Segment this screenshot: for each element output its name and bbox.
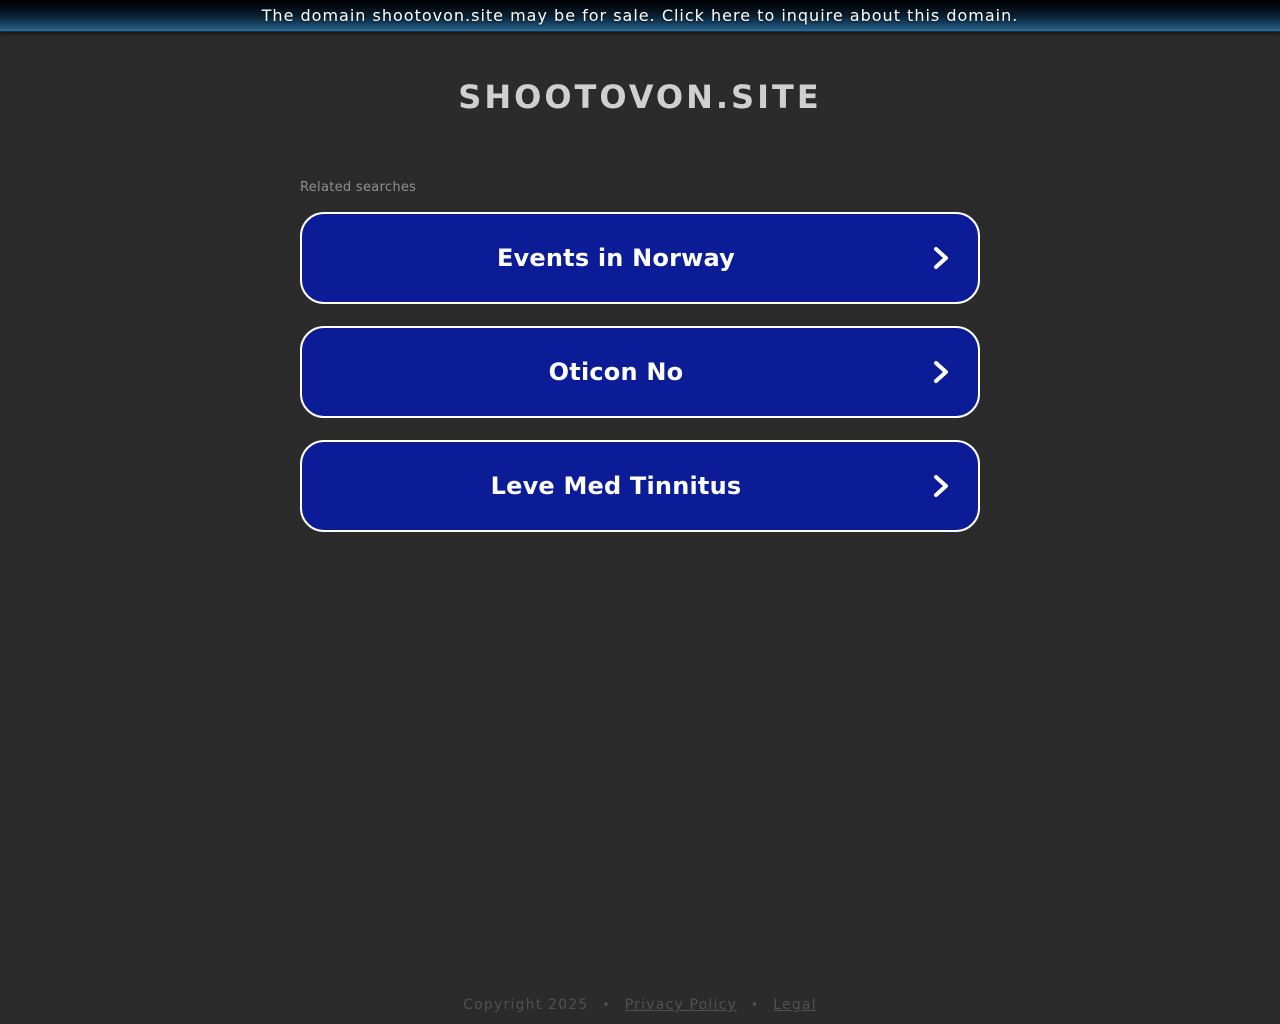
related-search-button-oticon-no[interactable] bbox=[300, 326, 980, 418]
related-search-label: Events in Norway bbox=[496, 244, 736, 272]
chevron-right-icon bbox=[930, 357, 978, 387]
related-search-button-events-in-norway[interactable] bbox=[300, 212, 980, 304]
footer-separator: • bbox=[602, 998, 611, 1012]
related-search-button-leve-med-tinnitus[interactable] bbox=[300, 440, 980, 532]
privacy-policy-link[interactable]: Privacy Policy bbox=[624, 997, 737, 1013]
page-title: SHOOTOVON.SITE bbox=[458, 78, 822, 116]
domain-for-sale-banner[interactable] bbox=[0, 0, 1280, 32]
related-search-label: Leve Med Tinnitus bbox=[490, 472, 742, 500]
footer bbox=[0, 997, 1280, 1013]
copyright-text: Copyright 2025 bbox=[463, 997, 589, 1013]
footer-separator: • bbox=[750, 998, 760, 1012]
related-searches-label: Related searches bbox=[300, 180, 417, 195]
chevron-right-icon bbox=[930, 243, 978, 273]
banner-text[interactable]: The domain shootovon.site may be for sale. Click here to inquire about this domain. bbox=[261, 6, 1019, 25]
legal-link[interactable]: Legal bbox=[773, 997, 817, 1013]
chevron-right-icon bbox=[930, 471, 978, 501]
related-searches-section bbox=[300, 180, 980, 532]
related-search-label: Oticon No bbox=[548, 358, 684, 386]
